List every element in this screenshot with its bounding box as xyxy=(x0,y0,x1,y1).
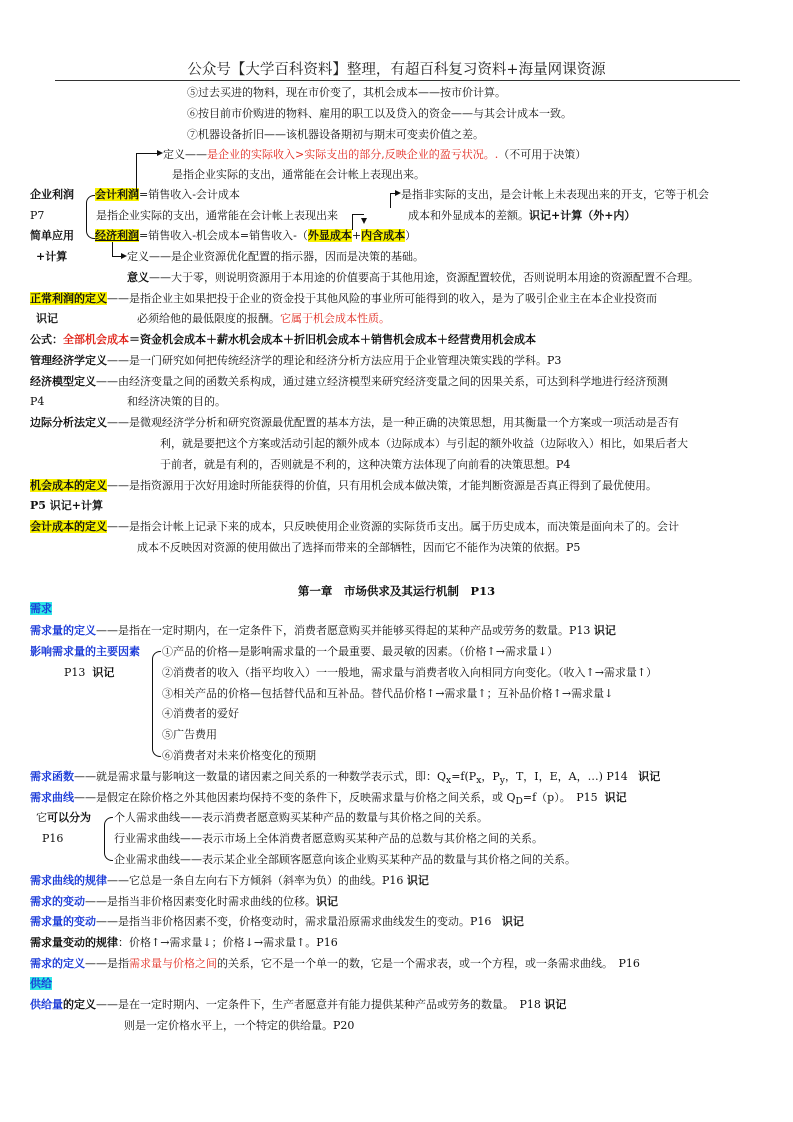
text-line: 需求量的变动——是指当非价格因素不变，价格变动时，需求量沿原需求曲线发生的变动。P16 识记 xyxy=(30,915,524,928)
page-ref: P16 xyxy=(42,832,64,845)
section-heading: 供给 xyxy=(30,977,52,990)
term-label: +计算 xyxy=(36,250,68,263)
text-line: 于前者，就是有利的，否则就是不利的，这种决策方法体现了向前看的决策思想。P4 xyxy=(160,458,571,471)
arrow-icon xyxy=(361,218,367,224)
brace-line xyxy=(152,651,161,757)
factor-item: ②消费者的收入（指平均收入）一一般地，需求量与消费者收入向相同方向变化。（收入↑→需求量↑） xyxy=(162,666,658,679)
text-line: 机会成本的定义——是指资源用于次好用途时所能获得的价值，只有用机会成本做决策，才能判断资源是否真正得到了最优使用。 xyxy=(30,479,657,492)
text-line: 需求的定义——是指需求量与价格之间的关系，它不是一个单一的数，它是一个需求表，或一个方程，或一条需求曲线。 P16 xyxy=(30,957,640,970)
note-label: 识记 xyxy=(36,312,58,325)
text-line: 它可以分为 xyxy=(36,811,91,824)
text-line: 需求曲线的规律——它总是一条自左向右下方倾斜（斜率为负）的曲线。P16 识记 xyxy=(30,874,429,887)
bracket-line xyxy=(390,193,391,208)
brace-line xyxy=(104,817,113,861)
factor-item: ③相关产品的价格—包括替代品和互补品。替代品价格↑→需求量↑；互补品价格↑→需求量↓ xyxy=(162,687,614,700)
page-ref: P4 xyxy=(30,395,45,408)
text-line: 供给量的定义——是在一定时期内、一定条件下，生产者愿意并有能力提供某种产品或劳务的数量。 P18 识记 xyxy=(30,998,567,1011)
header-rule xyxy=(55,80,740,81)
text-line: ⑤过去买进的物料，现在市价变了，其机会成本——按市价计算。 xyxy=(187,86,506,99)
text-line: 管理经济学定义——是一门研究如何把传统经济学的理论和经济分析方法应用于企业管理决策实践的学科。P3 xyxy=(30,354,562,367)
text-line: 正常利润的定义——是指企业主如果把投于企业的资金投于其他风险的事业所可能得到的收入，是为了吸引企业主在本企业投资而 xyxy=(30,292,657,305)
text-line: 需求量变动的规律：价格↑→需求量↓；价格↓→需求量↑。P16 xyxy=(30,936,338,949)
text-line: 利，就是要把这个方案或活动引起的额外成本（边际成本）与引起的额外收益（边际收入）相比，如果后者大 xyxy=(160,437,688,450)
factor-item: ①产品的价格—是影响需求量的一个最重要、最灵敏的因素。（价格↑→需求量↓） xyxy=(162,645,559,658)
text-line: 和经济决策的目的。 xyxy=(127,395,226,408)
arrow-icon xyxy=(121,253,127,259)
brace-line xyxy=(86,195,95,239)
text-line: 需求的变动——是指当非价格因素变化时需求曲线的位移。识记 xyxy=(30,895,338,908)
bracket-line xyxy=(136,153,158,154)
text-line: 会计成本的定义——是指会计帐上记录下来的成本，只反映使用企业资源的实际货币支出。属于历史成本，而决策是面向未了的。会计 xyxy=(30,520,679,533)
arrow-icon xyxy=(157,150,163,156)
text-line: ⑥按目前市价购进的物料、雇用的职工以及贷入的资金——与其会计成本一致。 xyxy=(187,107,572,120)
curve-type: 行业需求曲线——表示市场上全体消费者愿意购买某种产品的总数与其价格之间的关系。 xyxy=(114,832,543,845)
chapter-title: 第一章 市场供求及其运行机制 P13 xyxy=(297,584,496,598)
text-line: 经济利润=销售收入-机会成本=销售收入-（外显成本+内含成本） xyxy=(95,229,417,242)
bracket-line xyxy=(352,214,353,230)
arrow-icon xyxy=(395,190,401,196)
bracket-line xyxy=(352,214,364,215)
text-line: 会计利润=销售收入-会计成本 xyxy=(95,188,240,201)
text-line: 需求量的定义——是指在一定时期内，在一定条件下，消费者愿意购买并能够买得起的某种产品或劳务的数量。P13 识记 xyxy=(30,624,616,637)
text-line: 成本不反映因对资源的使用做出了选择而带来的全部牺牲，因而它不能作为决策的依据。P5 xyxy=(137,541,581,554)
bracket-line xyxy=(112,242,113,256)
page-header: 公众号【大学百科资料】整理，有超百科复习资料+海量网课资源 xyxy=(187,62,606,78)
text-line: 成本和外显成本的差额。识记+计算（外+内） xyxy=(408,209,636,222)
text-line: ⑦机器设备折旧——该机器设备期初与期末可变卖价值之差。 xyxy=(187,128,484,141)
page-ref: P7 xyxy=(30,209,45,222)
text-line: 是指非实际的支出，是会计帐上未表现出来的开支，它等于机会 xyxy=(401,188,709,201)
text-line: 需求曲线——是假定在除价格之外其他因素均保持不变的条件下，反映需求量与价格之间关系，或 $Q_D=f(p)$。 P15 识记 xyxy=(30,791,627,808)
text-line: 则是一定价格水平上，一个特定的供给量。P20 xyxy=(124,1019,355,1032)
note-label: P5 识记+计算 xyxy=(30,499,103,512)
factor-item: ⑤广告费用 xyxy=(162,728,217,741)
formula-line: 公式：全部机会成本＝资金机会成本＋薪水机会成本＋折旧机会成本＋销售机会成本＋经营费用机会成本 xyxy=(30,333,536,346)
bracket-line xyxy=(136,153,137,192)
factor-item: ⑥消费者对未来价格变化的预期 xyxy=(162,749,316,762)
term-label: 影响需求量的主要因素 xyxy=(30,645,140,658)
section-heading: 需求 xyxy=(30,602,52,615)
term-label: 简单应用 xyxy=(30,229,74,242)
curve-type: 个人需求曲线——表示消费者愿意购买某种产品的数量与其价格之间的关系。 xyxy=(114,811,488,824)
text-line: 定义——是企业的实际收入>实际支出的部分,反映企业的盈亏状况。.（不可用于决策） xyxy=(163,148,587,161)
text-line: P13 识记 xyxy=(64,666,115,679)
factor-item: ④消费者的爱好 xyxy=(162,707,239,720)
text-line: 意义——大于零，则说明资源用于本用途的价值要高于其他用途，资源配置较优，否则说明本用途的资源配置不合理。 xyxy=(127,271,699,284)
text-line: 是指企业实际的支出，通常能在会计帐上表现出来 xyxy=(96,209,338,222)
text-line: 需求函数——就是需求量与影响这一数量的诸因素之间关系的一种数学表示式，即：$Q_x=f(P_x$，$P_y$，T，I，E，A，…) P14 识记 xyxy=(30,770,661,787)
text-line: 是指企业实际的支出，通常能在会计帐上表现出来。 xyxy=(172,168,425,181)
text-line: 经济模型定义——由经济变量之间的函数关系构成，通过建立经济模型来研究经济变量之间的因果关系，可达到科学地进行经济预测 xyxy=(30,375,668,388)
text-line: 必须给他的最低限度的报酬。它属于机会成本性质。 xyxy=(137,312,390,325)
text-line: 边际分析法定义——是微观经济学分析和研究资源最优配置的基本方法，是一种正确的决策思想，用其衡量一个方案或一项活动是否有 xyxy=(30,416,679,429)
term-label: 企业利润 xyxy=(30,188,74,201)
curve-type: 企业需求曲线——表示某企业全部顾客愿意向该企业购买某种产品的数量与其价格之间的关系。 xyxy=(114,853,576,866)
text-line: 定义——是企业资源优化配置的指示器，因而是决策的基础。 xyxy=(127,250,424,263)
